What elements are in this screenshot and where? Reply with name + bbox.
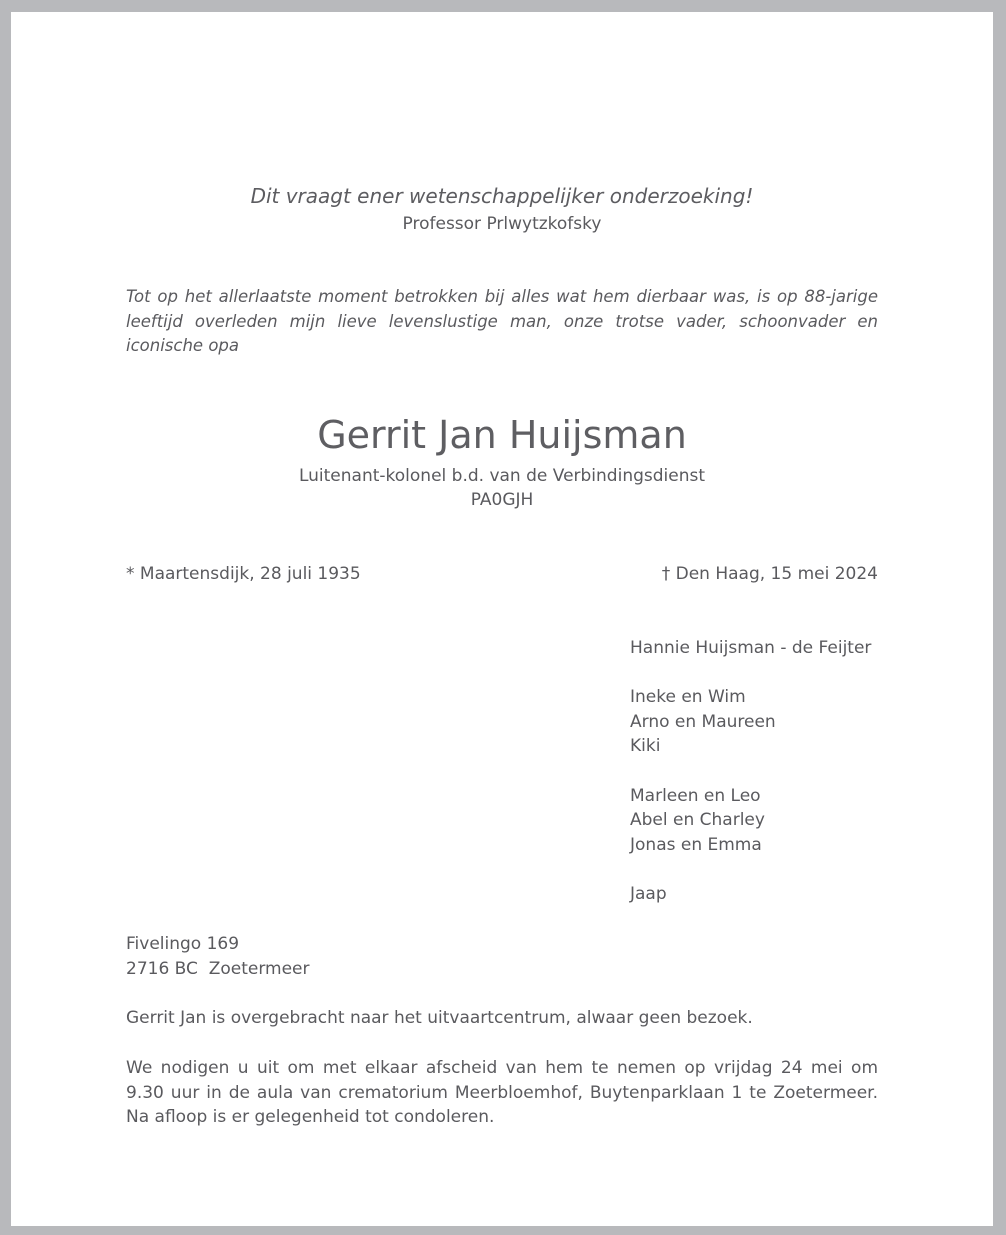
notice-paragraph-1: Gerrit Jan is overgebracht naar het uitvaartcentrum, alwaar geen bezoek. xyxy=(126,1008,753,1028)
family-spouse: Hannie Huijsman - de Feijter xyxy=(630,638,872,658)
notice-line-2: 9.30 uur in de aula van crematorium Meerbloemhof, Buytenparklaan 1 te Zoetermeer. xyxy=(126,1082,878,1103)
deceased-name: Gerrit Jan Huijsman xyxy=(317,413,687,457)
family-spacer xyxy=(630,857,871,882)
family-member: Jaap xyxy=(630,883,667,904)
address-city: 2716 BC Zoetermeer xyxy=(126,958,310,979)
notice-line-1: We nodigen u uit om met elkaar afscheid van hem te nemen op vrijdag 24 mei om xyxy=(126,1058,878,1078)
family-spacer xyxy=(630,661,871,686)
deceased-rank: Luitenant-kolonel b.d. van de Verbindingsdienst xyxy=(298,466,706,486)
intro-line-2: leeftijd overleden mijn lieve levenslustige man, onze trotse vader, schoonvader en xyxy=(126,311,878,331)
address-street: Fivelingo 169 xyxy=(126,934,240,954)
family-member: Arno en Maureen xyxy=(630,711,776,732)
family-member: Marleen en Leo xyxy=(630,785,761,806)
notice-line-3: Na afloop is er gelegenheid tot condoleren. xyxy=(126,1107,495,1128)
intro-line-3: iconische opa xyxy=(126,336,239,355)
death-date-place: † Den Haag, 15 mei 2024 xyxy=(661,564,878,584)
intro-text xyxy=(126,285,878,359)
address-block xyxy=(126,932,310,981)
family-spacer xyxy=(630,759,871,784)
family-list xyxy=(630,636,871,907)
opening-quote: Dit vraagt ener wetenschappelijker onderzoeking! xyxy=(250,184,754,208)
obituary-card xyxy=(11,12,993,1226)
quote-author: Professor Prlwytzkofsky xyxy=(402,214,602,234)
family-member: Ineke en Wim xyxy=(630,687,746,708)
deceased-callsign: PA0GJH xyxy=(470,490,534,510)
family-member: Abel en Charley xyxy=(630,810,765,831)
family-member: Kiki xyxy=(630,736,661,757)
family-member: Jonas en Emma xyxy=(630,834,762,855)
birth-date-place: * Maartensdijk, 28 juli 1935 xyxy=(126,564,361,584)
intro-line-1: Tot op het allerlaatste moment betrokken bij alles wat hem dierbaar was, is op 88-jarige xyxy=(126,287,878,306)
notice-paragraph-2 xyxy=(126,1056,878,1130)
